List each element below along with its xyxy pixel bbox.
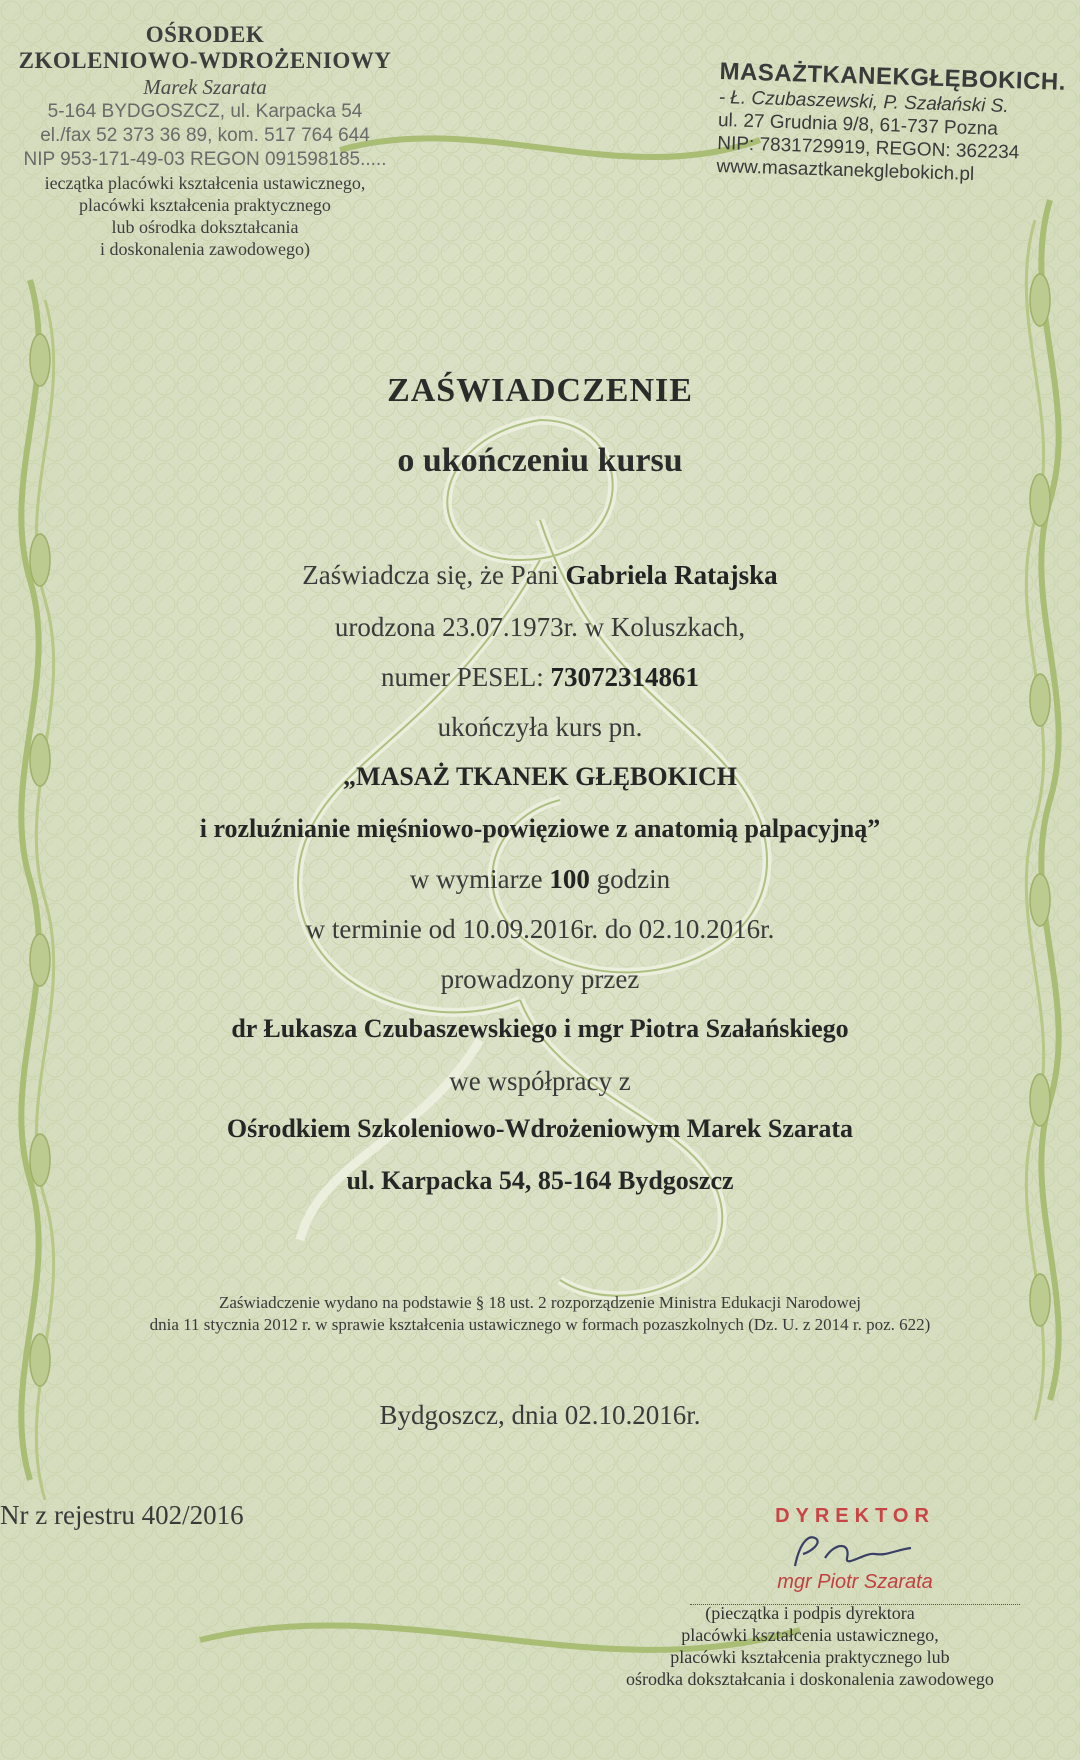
- pesel-line: [0, 662, 1080, 693]
- course-name-line-2: i rozluźnianie mięśniowo-powięziowe z anatomią palpacyjną”: [199, 814, 881, 843]
- signature-note: [560, 1602, 1060, 1690]
- institution-stamp-left: [0, 22, 410, 260]
- signature-note-line-2: placówki kształcenia ustawicznego,: [681, 1625, 939, 1645]
- partner-address-line: ul. Karpacka 54, 85-164 Bydgoszcz: [346, 1166, 734, 1195]
- partner-line: Ośrodkiem Szkoleniowo-Wdrożeniowym Marek Szarata: [226, 1114, 854, 1143]
- pesel-number: 73072314861: [550, 662, 699, 692]
- stamp-left-line-8: placówki kształcenia praktycznego: [79, 195, 331, 215]
- registry-number: Nr z rejestru 402/2016: [0, 1500, 244, 1530]
- completed-line: ukończyła kurs pn.: [437, 712, 643, 742]
- place-date: Bydgoszcz, dnia 02.10.2016r.: [379, 1400, 701, 1430]
- stamp-left-line-6: NIP 953-171-49-03 REGON 091598185.....: [23, 149, 387, 170]
- stamp-left-line-9: lub ośrodka dokształcania: [111, 217, 299, 237]
- stamp-left-line-10: i doskonalenia zawodowego): [100, 239, 310, 259]
- hours-line: [0, 864, 1080, 895]
- person-name: Gabriela Ratajska: [565, 560, 778, 590]
- cooperation-line: we współpracy z: [449, 1066, 631, 1096]
- director-signature-block: [690, 1505, 1020, 1611]
- birth-line: urodzona 23.07.1973r. w Koluszkach,: [334, 612, 746, 642]
- signature-note-line-1: (pieczątka i podpis dyrektora: [705, 1603, 915, 1623]
- hours-value: 100: [549, 864, 590, 894]
- stamp-left-line-5: el./fax 52 373 36 89, kom. 517 764 644: [40, 125, 370, 146]
- stamp-right-name: MASAŻTKANEKGŁĘBOKICH.: [719, 58, 1067, 96]
- intro-text: Zaświadcza się, że Pani: [302, 560, 559, 590]
- stamp-left-line-2: ZKOLENIOWO-WDROŻENIOWY: [18, 48, 392, 73]
- legal-basis-line-1: Zaświadczenie wydano na podstawie § 18 ust. 2 rozporządzenie Ministra Edukacji Narodowej: [218, 1293, 861, 1312]
- intro-line: [0, 560, 1080, 591]
- term-line: w terminie od 10.09.2016r. do 02.10.2016r.: [305, 914, 775, 944]
- legal-basis-line-2: dnia 11 stycznia 2012 r. w sprawie kształcenia ustawicznego w formach pozaszkolnych (Dz. U. z 2014 r. poz. 622): [149, 1315, 931, 1334]
- stamp-right-address: ul. 27 Grudnia 9/8, 61-737 Pozna: [717, 109, 999, 140]
- director-title: DYREKTOR: [775, 1505, 935, 1527]
- pesel-label: numer PESEL:: [381, 662, 544, 692]
- signature-note-line-4: ośrodka dokształcania i doskonalenia zawodowego: [626, 1669, 994, 1689]
- document-title: ZAŚWIADCZENIE: [387, 372, 693, 409]
- stamp-left-line-1: OŚRODEK: [145, 22, 265, 47]
- hours-prefix: w wymiarze: [409, 864, 543, 894]
- stamp-left-line-3: Marek Szarata: [143, 75, 267, 99]
- stamp-left-line-7: ieczątka placówki kształcenia ustawicznego,: [44, 173, 366, 193]
- signature-note-line-3: placówki kształcenia praktycznego lub: [670, 1647, 950, 1667]
- handwritten-signature: [755, 1528, 955, 1572]
- course-name-line-1: „MASAŻ TKANEK GŁĘBOKICH: [343, 762, 737, 791]
- document-subtitle: o ukończeniu kursu: [397, 442, 683, 479]
- stamp-right-nip: NIP: 7831729919, REGON: 362234: [716, 132, 1020, 164]
- hours-suffix: godzin: [596, 864, 671, 894]
- director-name: mgr Piotr Szarata: [777, 1571, 933, 1593]
- stamp-left-line-4: 5-164 BYDGOSZCZ, ul. Karpacka 54: [47, 101, 363, 122]
- instructors-line: dr Łukasza Czubaszewskiego i mgr Piotra Szałańskiego: [231, 1014, 849, 1043]
- stamp-right-owners: - Ł. Czubaszewski, P. Szałański S.: [718, 86, 1009, 118]
- company-stamp-right: [716, 58, 1080, 189]
- conducted-by-line: prowadzony przez: [440, 964, 640, 994]
- stamp-right-website: www.masaztkanekglebokich.pl: [716, 155, 975, 186]
